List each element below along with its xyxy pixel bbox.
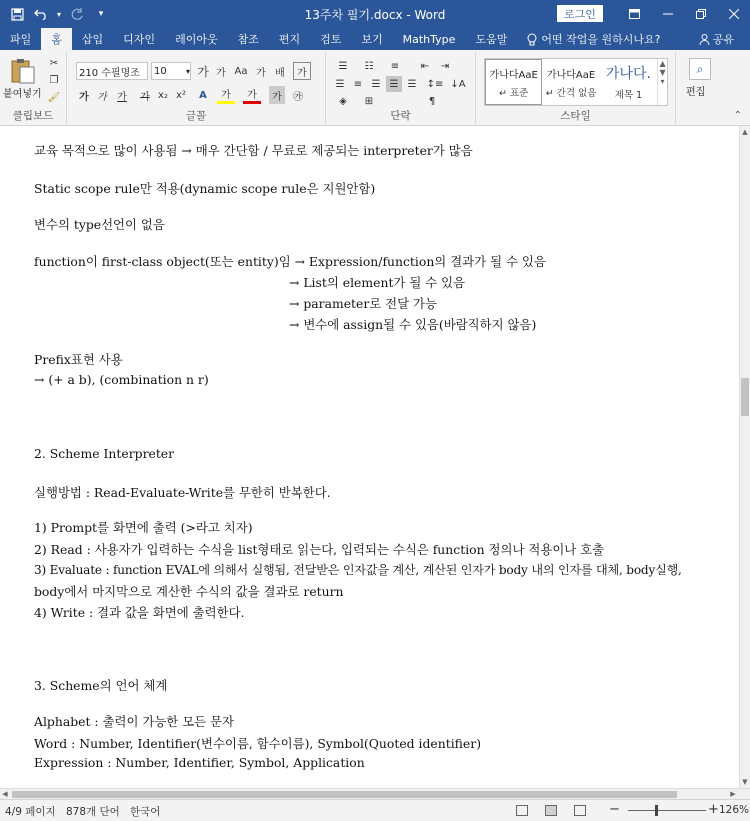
scroll-left-icon[interactable]: ◀ bbox=[2, 790, 8, 798]
undo-icon[interactable] bbox=[30, 3, 52, 25]
copy-icon[interactable]: ❐ bbox=[49, 74, 59, 86]
ribbon bbox=[0, 50, 750, 126]
horizontal-scroll-thumb[interactable] bbox=[12, 791, 677, 798]
zoom-slider[interactable] bbox=[628, 810, 706, 811]
doc-line: 2) Read : 사용자가 입력하는 수식을 list형태로 읽는다, 입력되는 수식은 function 정의나 적용이나 호출 bbox=[34, 542, 605, 557]
vertical-scroll-thumb[interactable] bbox=[741, 378, 749, 416]
doc-line: 실행방법 : Read-Evaluate-Write를 무한히 반복한다. bbox=[34, 485, 331, 500]
tab-file[interactable]: 파일 bbox=[10, 33, 32, 46]
styles-group-label: 스타일 bbox=[560, 110, 591, 122]
zoom-out-button[interactable]: − bbox=[609, 802, 620, 817]
enclose-characters-button[interactable]: ㉮ bbox=[293, 91, 303, 103]
grow-font-button[interactable]: 가 bbox=[197, 64, 209, 79]
doc-line: Alphabet : 출력이 가능한 모든 문자 bbox=[34, 714, 235, 729]
bullets-icon[interactable]: ☰ bbox=[338, 60, 348, 72]
styles-gallery bbox=[484, 58, 668, 106]
font-color-button[interactable]: 가 bbox=[243, 86, 261, 104]
cut-icon[interactable]: ✂ bbox=[49, 57, 59, 69]
doc-line: 3) Evaluate : function EVAL에 의해서 실행됨, 전달받은 인자값을 계산, 계산된 인자가 body 내의 인자를 대체, body실행, bbox=[34, 563, 682, 577]
doc-line: Expression : Number, Identifier, Symbol, Application bbox=[34, 755, 365, 770]
minimize-icon[interactable] bbox=[651, 0, 684, 28]
ribbon-tabs bbox=[0, 28, 750, 50]
lightbulb-icon bbox=[527, 33, 537, 46]
bold-button[interactable]: 가 bbox=[79, 91, 89, 103]
zoom-slider-thumb[interactable] bbox=[655, 805, 658, 816]
shading-icon[interactable]: ◈ bbox=[339, 95, 347, 107]
paragraph-group-label: 단락 bbox=[390, 110, 411, 122]
zoom-level[interactable]: 126% bbox=[719, 804, 750, 816]
doc-line: → parameter로 전달 가능 bbox=[289, 296, 437, 311]
tab-references[interactable]: 참조 bbox=[237, 33, 259, 46]
collapse-ribbon-icon[interactable]: ⌃ bbox=[733, 110, 742, 121]
doc-heading: 2. Scheme Interpreter bbox=[34, 446, 175, 461]
format-painter-icon[interactable]: 🖌 bbox=[47, 91, 61, 103]
style-preview: 가나다AaE bbox=[546, 69, 596, 81]
tab-home[interactable]: 홈 bbox=[41, 28, 72, 50]
status-bar bbox=[0, 799, 750, 821]
share-label: 공유 bbox=[712, 33, 734, 46]
increase-indent-icon[interactable]: ⇥ bbox=[440, 60, 450, 72]
tab-mathtype[interactable]: MathType bbox=[402, 32, 456, 46]
style-preview: 가나다. bbox=[605, 66, 651, 82]
scroll-right-icon[interactable]: ▶ bbox=[730, 790, 736, 798]
undo-dropdown-icon[interactable]: ▾ bbox=[56, 9, 61, 19]
editing-button[interactable]: 편집 bbox=[686, 87, 706, 98]
sort-icon[interactable]: ↓A bbox=[450, 78, 466, 90]
line-spacing-icon[interactable]: ↕≡ bbox=[426, 78, 444, 90]
clear-formatting-button[interactable]: 가 bbox=[256, 67, 266, 79]
doc-line: 변수의 type선언이 없음 bbox=[34, 217, 165, 232]
search-icon[interactable]: ⌕ bbox=[689, 58, 711, 80]
scroll-up-icon[interactable]: ▲ bbox=[742, 128, 748, 136]
zoom-in-button[interactable]: + bbox=[708, 802, 719, 817]
tab-mailings[interactable]: 편지 bbox=[278, 33, 301, 46]
style-label: ↵ 표준 bbox=[499, 87, 529, 99]
restore-icon[interactable] bbox=[684, 0, 717, 28]
paste-icon[interactable] bbox=[10, 58, 36, 84]
strikethrough-button[interactable]: 가 bbox=[140, 91, 150, 103]
scroll-down-icon[interactable]: ▼ bbox=[742, 778, 748, 786]
doc-line: function이 first-class object(또는 entity)임 → Expression/function의 결과가 될 수 있음 bbox=[34, 254, 546, 269]
language-indicator[interactable]: 한국어 bbox=[130, 806, 161, 818]
document-area[interactable] bbox=[0, 126, 739, 788]
tell-me-text: 어떤 작업을 원하시나요? bbox=[541, 33, 661, 46]
tab-review[interactable]: 검토 bbox=[320, 33, 342, 46]
page-count[interactable]: 4/9 페이지 bbox=[5, 806, 56, 818]
more-styles-icon[interactable]: ▾ bbox=[660, 77, 665, 86]
tell-me-search[interactable] bbox=[517, 28, 670, 50]
distributed-icon[interactable]: ☰ bbox=[407, 78, 417, 90]
justify-icon[interactable]: ☰ bbox=[386, 76, 402, 92]
print-layout-icon[interactable] bbox=[545, 805, 557, 816]
style-label: ↵ 간격 없음 bbox=[545, 87, 597, 99]
style-label: 제목 1 bbox=[614, 90, 643, 101]
style-preview: 가나다AaE bbox=[489, 69, 538, 81]
underline-button[interactable]: 가 bbox=[117, 91, 127, 103]
redo-icon[interactable] bbox=[66, 3, 88, 25]
paste-button[interactable]: 붙여넣기 bbox=[3, 89, 42, 100]
font-group bbox=[67, 52, 326, 124]
superscript-button[interactable]: x² bbox=[176, 89, 186, 101]
doc-line: → (+ a b), (combination n r) bbox=[34, 372, 209, 387]
doc-line: Static scope rule만 적용(dynamic scope rule은 지원안함) bbox=[34, 181, 376, 196]
subscript-button[interactable]: x₂ bbox=[158, 89, 168, 101]
tab-help[interactable]: 도움말 bbox=[475, 33, 508, 46]
quick-access-toolbar bbox=[0, 3, 112, 25]
multilevel-list-icon[interactable]: ≡ bbox=[390, 60, 400, 72]
doc-line: body에서 마지막으로 계산한 수식의 값을 결과로 return bbox=[34, 584, 344, 599]
tab-insert[interactable]: 삽입 bbox=[81, 33, 104, 46]
font-group-label: 글꼴 bbox=[185, 110, 207, 122]
italic-button[interactable]: 가 bbox=[97, 91, 107, 103]
tab-design[interactable]: 디자인 bbox=[123, 33, 156, 46]
login-button[interactable]: 로그인 bbox=[557, 5, 603, 22]
change-case-button[interactable]: Aa bbox=[234, 65, 248, 77]
doc-line: Word : Number, Identifier(변수이름, 함수이름), Symbol(Quoted identifier) bbox=[34, 736, 482, 751]
show-marks-icon[interactable]: ¶ bbox=[428, 95, 436, 107]
ribbon-display-options-icon[interactable] bbox=[618, 0, 651, 28]
font-size-dropdown-icon[interactable]: ▾ bbox=[185, 66, 190, 76]
doc-line: 교육 목적으로 많이 사용됨 → 매우 간단함 / 무료로 제공되는 interpreter가 많음 bbox=[34, 143, 473, 158]
clipboard-group-label: 클립보드 bbox=[12, 110, 54, 122]
style-normal[interactable] bbox=[485, 59, 542, 105]
web-layout-icon[interactable] bbox=[574, 805, 586, 816]
phonetic-guide-button[interactable]: 배 bbox=[275, 67, 285, 79]
align-center-icon[interactable]: ≡ bbox=[353, 78, 363, 90]
borders-icon[interactable]: ⊞ bbox=[364, 95, 374, 107]
paragraph-group bbox=[326, 52, 476, 124]
styles-scroll[interactable] bbox=[657, 59, 667, 105]
highlight-button[interactable]: 가 bbox=[217, 86, 235, 104]
font-name-value: 210 수필명조 bbox=[79, 67, 140, 79]
numbering-icon[interactable]: ☷ bbox=[364, 60, 374, 72]
align-right-icon[interactable]: ☰ bbox=[371, 78, 381, 90]
tab-layout[interactable]: 레이아웃 bbox=[175, 33, 218, 46]
doc-line: → 변수에 assign될 수 있음(바람직하지 않음) bbox=[289, 317, 537, 332]
doc-line: 4) Write : 결과 값을 화면에 출력한다. bbox=[34, 605, 245, 620]
style-heading-1[interactable] bbox=[600, 59, 657, 105]
customize-toolbar-icon[interactable]: ▾ bbox=[98, 9, 104, 19]
doc-line: Prefix표현 사용 bbox=[34, 352, 123, 367]
person-icon bbox=[699, 34, 710, 45]
font-size-value: 10 bbox=[154, 65, 167, 77]
shrink-font-button[interactable]: 가 bbox=[216, 67, 226, 79]
character-border-icon[interactable]: 가 bbox=[293, 62, 311, 80]
decrease-indent-icon[interactable]: ⇤ bbox=[420, 60, 430, 72]
vertical-scrollbar[interactable] bbox=[739, 126, 750, 788]
font-name-box[interactable] bbox=[76, 62, 148, 80]
word-count[interactable]: 878개 단어 bbox=[66, 806, 120, 818]
align-left-icon[interactable]: ☰ bbox=[335, 78, 345, 90]
window-controls bbox=[618, 0, 750, 28]
doc-line: → List의 element가 될 수 있음 bbox=[289, 275, 466, 290]
horizontal-scrollbar[interactable] bbox=[0, 788, 750, 799]
tab-view[interactable]: 보기 bbox=[361, 33, 383, 46]
character-shading-button[interactable]: 가 bbox=[269, 86, 285, 104]
font-size-box[interactable] bbox=[151, 62, 191, 80]
style-no-spacing[interactable] bbox=[542, 59, 599, 105]
read-mode-icon[interactable] bbox=[516, 805, 528, 816]
clipboard-group bbox=[0, 52, 67, 124]
doc-line: 1) Prompt를 화면에 출력 (>라고 치자) bbox=[34, 520, 253, 535]
text-effects-icon[interactable]: A bbox=[199, 89, 207, 101]
doc-heading: 3. Scheme의 언어 체계 bbox=[34, 678, 168, 693]
title-bar bbox=[0, 0, 750, 28]
document-title: 13주차 필기.docx - Word bbox=[304, 7, 446, 22]
styles-group bbox=[476, 52, 676, 124]
chevron-down-icon[interactable]: ▼ bbox=[659, 68, 666, 77]
chevron-up-icon[interactable]: ▲ bbox=[659, 59, 666, 68]
save-icon[interactable] bbox=[6, 3, 28, 25]
close-icon[interactable] bbox=[717, 0, 750, 28]
share-button[interactable] bbox=[689, 28, 744, 50]
